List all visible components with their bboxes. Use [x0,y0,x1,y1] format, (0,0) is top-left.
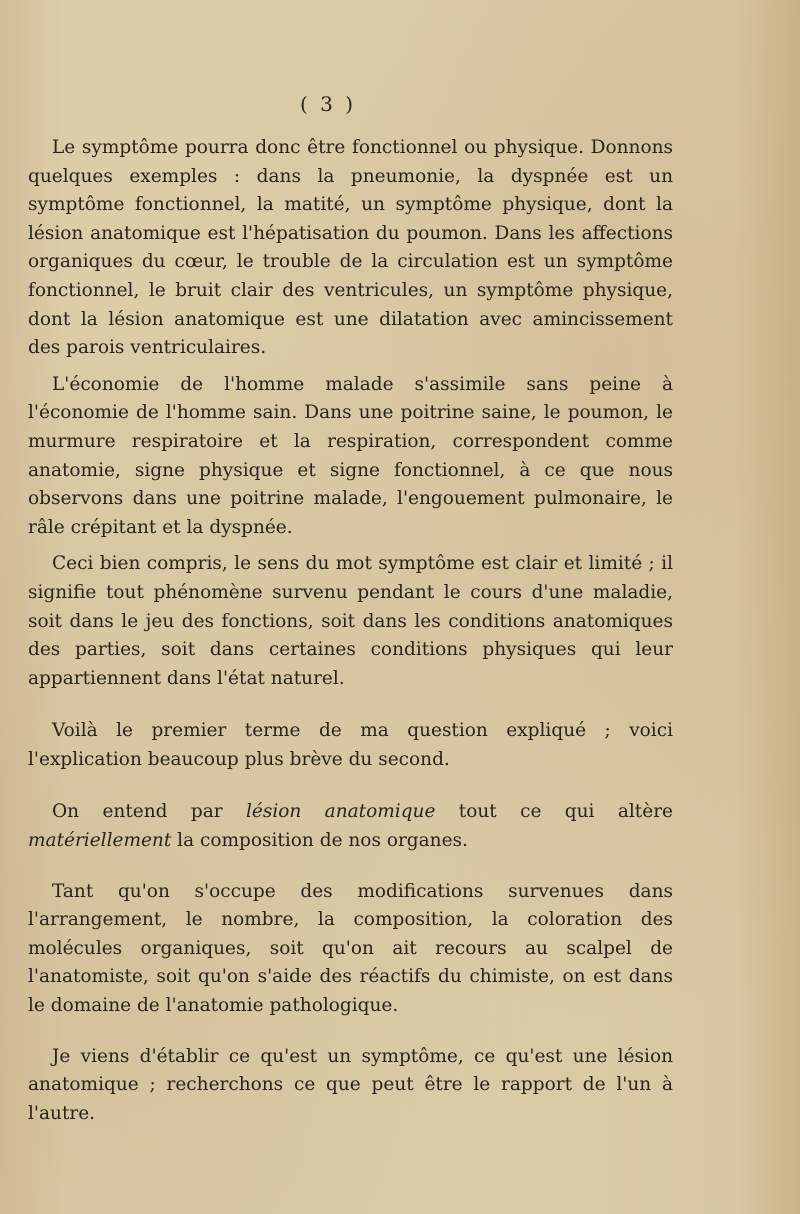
paragraph-5 [28,798,673,855]
paragraph-7: Je viens d'établir ce qu'est un symptôme, ce qu'est une lésion anatomique ; recherchons ce que peut être le rapport de l'un à l'autre. [28,1045,673,1124]
paragraph-2: L'économie de l'homme malade s'assimile sans peine à l'économie de l'homme sain. Dans une poitrine saine, le poumon, le murmure respiratoire et la respiration, correspondent comme anatomie, signe physique et signe fonctionnel, à ce que nous observons dans une poitrine malade, l'engouement pulmonaire, le râle crépitant et la dyspnée. [28,373,673,538]
paragraph-5-part-2: tout ce qui altère [435,801,673,823]
term-materiellement: matériellement [28,830,172,852]
paragraph-5-part-1: On entend par [52,801,246,823]
paragraph-6: Tant qu'on s'occupe des modifications survenues dans l'arrangement, le nombre, la composition, la coloration des molécules organiques, soit qu'on ait recours au scalpel de l'anatomiste, soit qu'on s'aide des réactifs du chimiste, on est dans le domaine de l'anatomie pathologique. [28,880,673,1017]
page-number: ( 3 ) [299,92,357,116]
paragraph-3: Ceci bien compris, le sens du mot symptôme est clair et limité ; il signifie tout phénomène survenu pendant le cours d'une maladie, soit dans le jeu des fonctions, soit dans les conditions anatomiques des parties, soit dans certaines conditions physiques qui leur appartiennent dans l'état naturel. [28,553,673,689]
paragraph-1: Le symptôme pourra donc être fonctionnel ou physique. Donnons quelques exemples : dans la pneumonie, la dyspnée est un symptôme fonctionnel, la matité, un symptôme physique, dont la lésion anatomique est l'hépatisation du poumon. Dans les affections organiques du cœur, le trouble de la circulation est un symptôme fonctionnel, le bruit clair des ventricules, un symptôme physique, dont la lésion anatomique est une dilatation avec amincissement des parois ventriculaires. [28,137,673,359]
term-lesion-anatomique: lésion anatomique [245,801,436,823]
paragraph-4: Voilà le premier terme de ma question expliqué ; voici l'explication beaucoup plus brève du second. [28,720,673,770]
body-text [28,96,673,1128]
paragraph-5-part-3: la composition de nos organes. [171,830,468,852]
